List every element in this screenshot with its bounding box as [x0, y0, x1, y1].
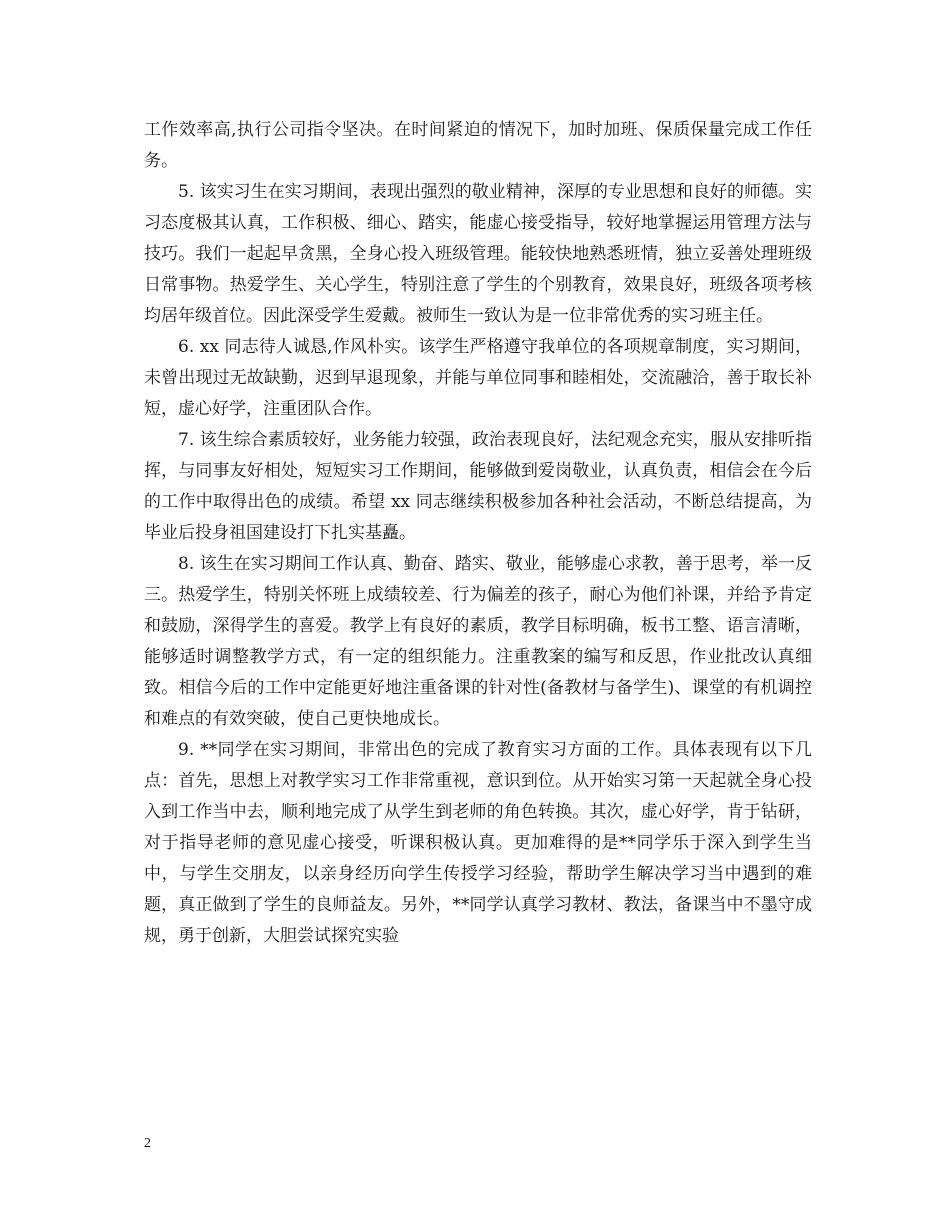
paragraph-item-6: 6. xx 同志待人诚恳,作风朴实。该学生严格遵守我单位的各项规章制度，实习期间，未曾出现过无故缺勤，迟到早退现象，并能与单位同事和睦相处，交流融洽，善于取长补短，虚心好学，注重团队合作。 [144, 337, 812, 419]
paragraph-item-7: 7. 该生综合素质较好，业务能力较强，政治表现良好，法纪观念充实，服从安排听指挥，与同事友好相处，短短实习工作期间，能够做到爱岗敬业，认真负责，相信会在今后的工作中取得出色的成绩。希望 xx 同志继续积极参加各种社会活动，不断总结提高，为毕业后投身祖国建设打下扎实基矗。 [144, 430, 812, 543]
page-number: 2 [144, 1136, 151, 1151]
paragraph-item-8: 8. 该生在实习期间工作认真、勤奋、踏实、敬业，能够虚心求教，善于思考，举一反三。热爱学生，特别关怀班上成绩较差、行为偏差的孩子，耐心为他们补课，并给予肯定和鼓励，深得学生的喜爱。教学上有良好的素质，教学目标明确，板书工整、语言清晰，能够适时调整教学方式，有一定的组织能力。注重教案的编写和反思，作业批改认真细致。相信今后的工作中定能更好地注重备课的针对性(备教材与备学生)、课堂的有机调控和难点的有效突破，使自己更快地成长。 [144, 554, 812, 729]
paragraph-item-9: 9. **同学在实习期间，非常出色的完成了教育实习方面的工作。具体表现有以下几点：首先，思想上对教学实习工作非常重视，意识到位。从开始实习第一天起就全身心投入到工作当中去，顺利地完成了从学生到老师的角色转换。其次，虚心好学，肯于钻研，对于指导老师的意见虚心接受，听课积极认真。更加难得的是**同学乐于深入到学生当中，与学生交朋友，以亲身经历向学生传授学习经验，帮助学生解决学习当中遇到的难题，真正做到了学生的良师益友。另外，**同学认真学习教材、教法，备课当中不墨守成规，勇于创新，大胆尝试探究实验 [144, 740, 812, 946]
paragraph-item-5: 5. 该实习生在实习期间，表现出强烈的敬业精神，深厚的专业思想和良好的师德。实习态度极其认真，工作积极、细心、踏实，能虚心接受指导，较好地掌握运用管理方法与技巧。我们一起起早贪黑，全身心投入班级管理。能较快地熟悉班情，独立妥善处理班级日常事物。热爱学生、关心学生，特别注意了学生的个别教育，效果良好，班级各项考核均居年级首位。因此深受学生爱戴。被师生一致认为是一位非常优秀的实习班主任。 [144, 182, 812, 326]
document-body [144, 115, 812, 952]
paragraph-continuation: 工作效率高,执行公司指令坚决。在时间紧迫的情况下，加时加班、保质保量完成工作任务。 [144, 120, 812, 171]
